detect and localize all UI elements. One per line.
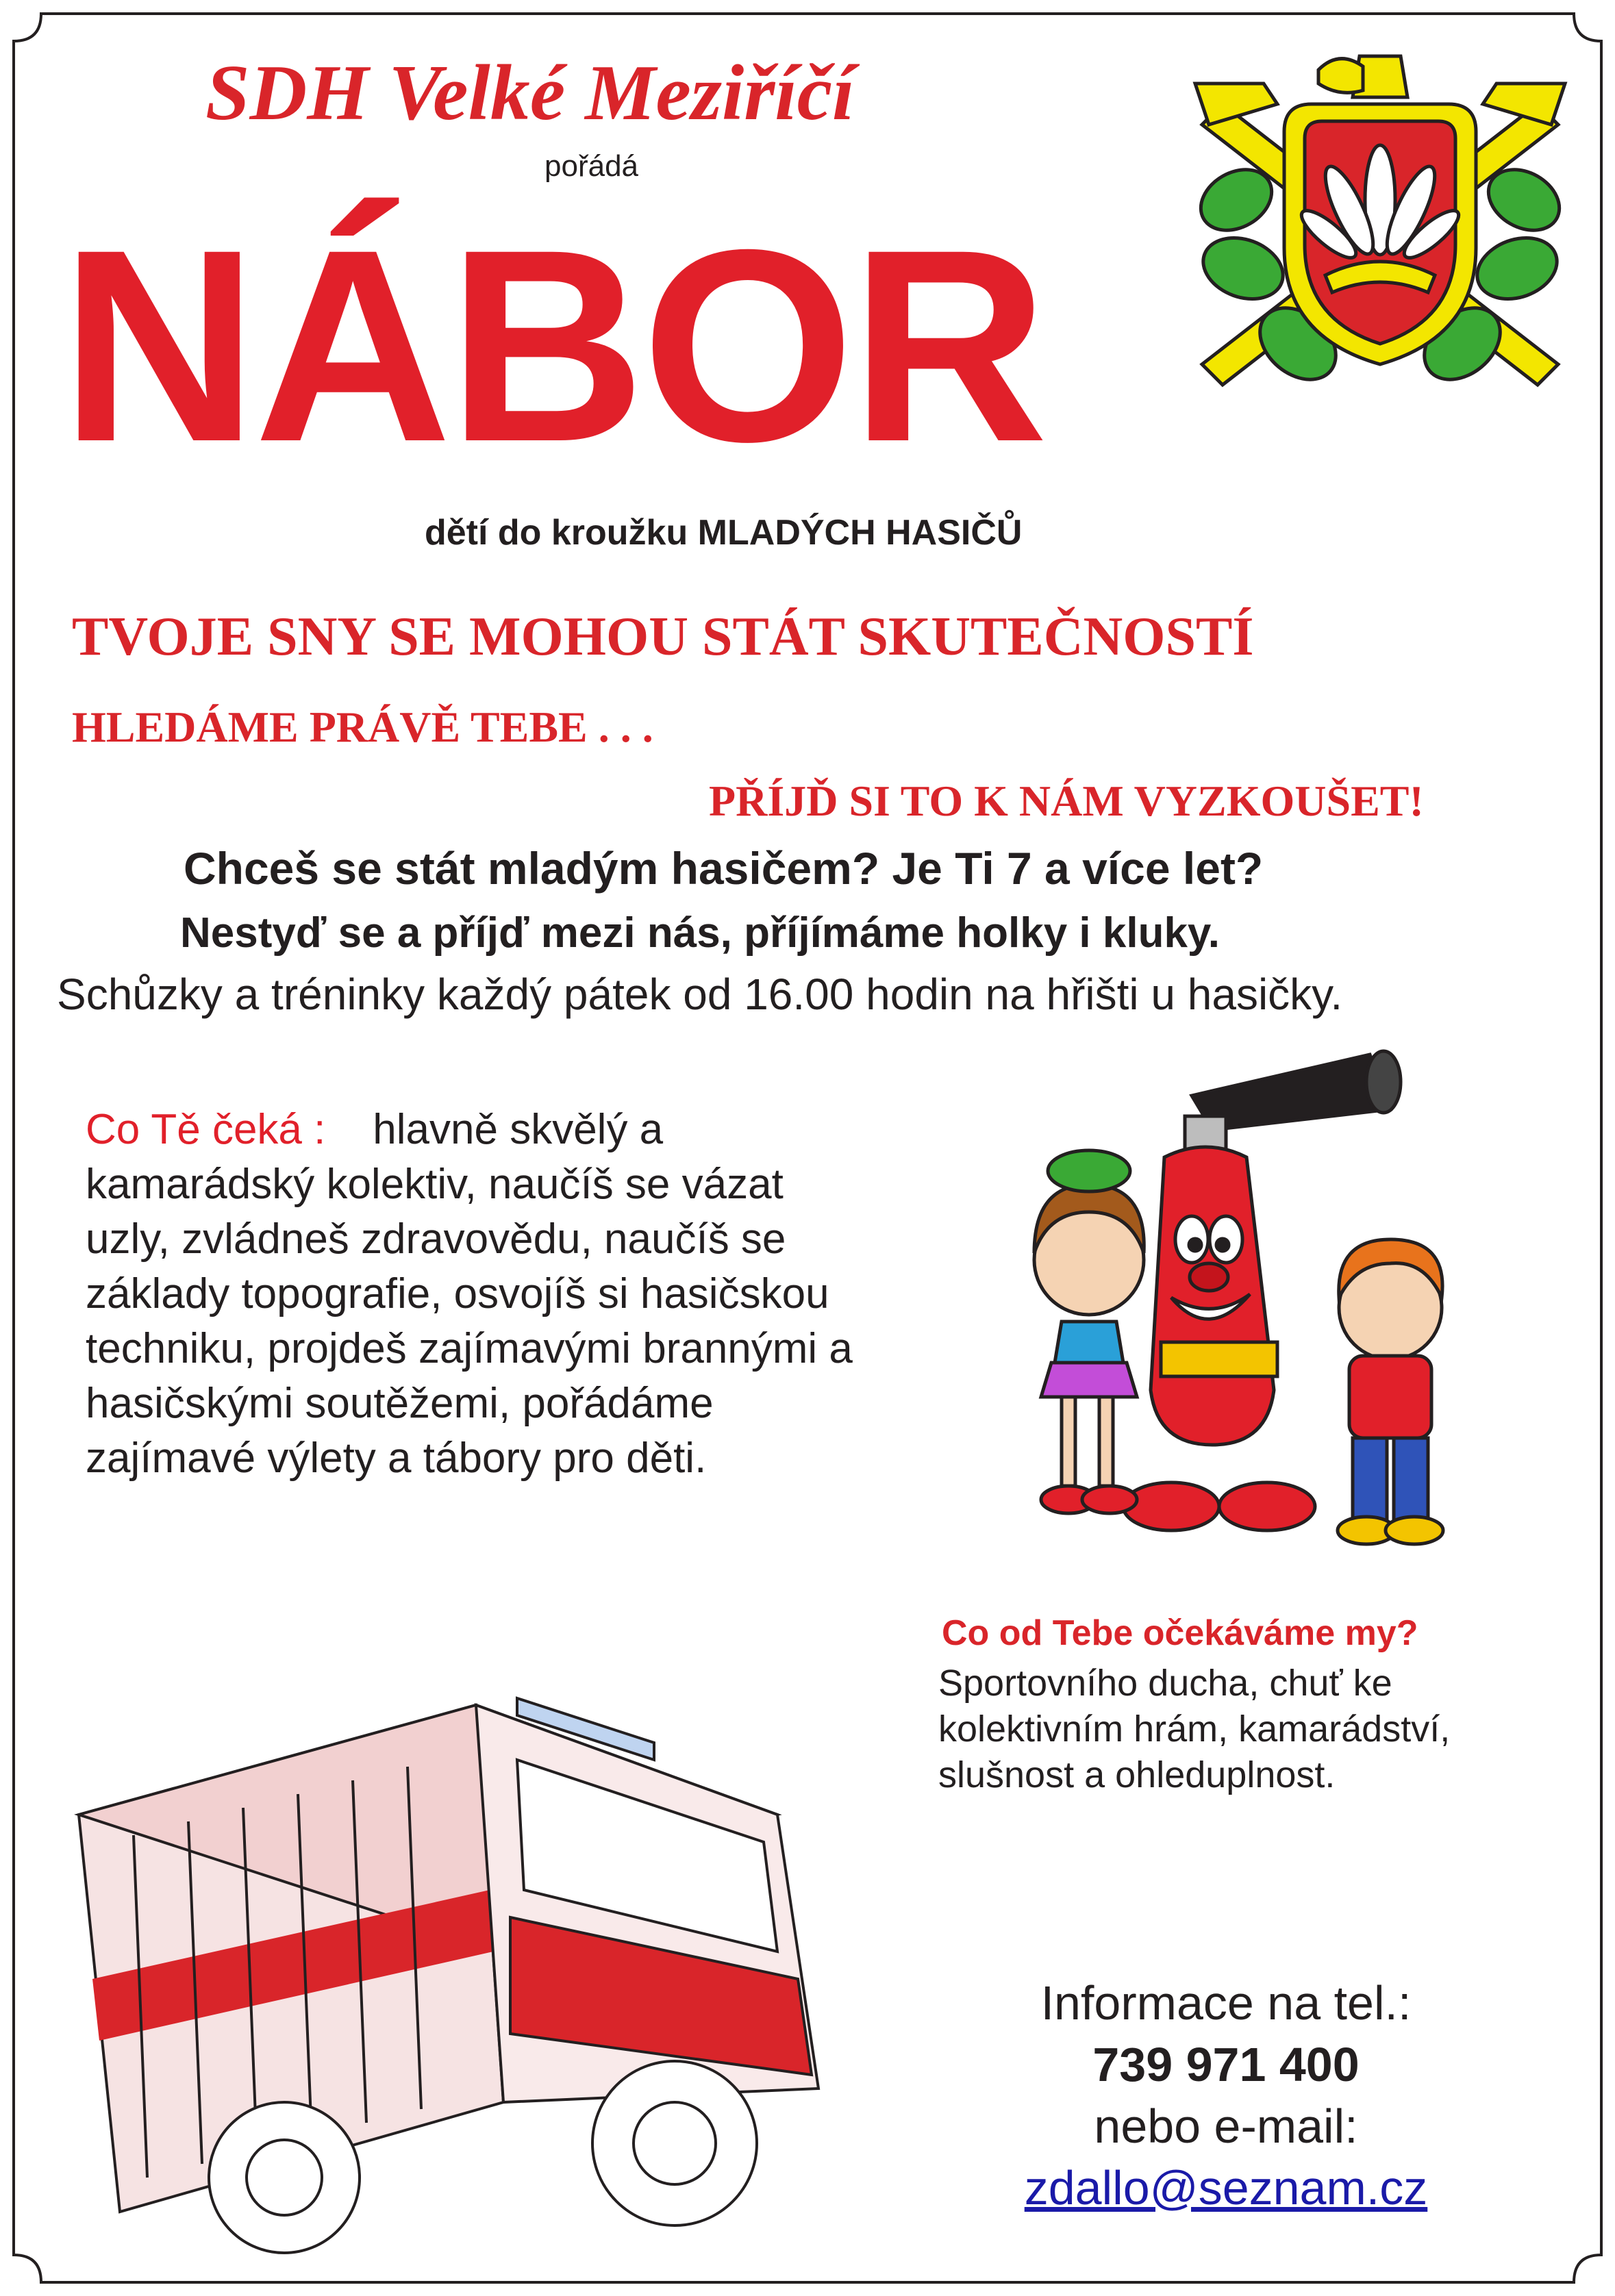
organizes-text: pořádá [544, 149, 639, 183]
expectations-heading: Co od Tebe očekáváme my? [942, 1613, 1418, 1653]
meeting-schedule: Schůzky a tréninky každý pátek od 16.00 hodin na hřišti u hasičky. [57, 970, 1343, 1019]
slogan-dreams: TVOJE SNY SE MOHOU STÁT SKUTEČNOSTÍ [72, 607, 1254, 667]
email-link[interactable]: zdallo@seznam.cz [1024, 2161, 1428, 2215]
what-awaits-paragraph [86, 1102, 866, 1486]
intro-question: Chceš se stát mladým hasičem? Je Ti 7 a více let? [184, 843, 1264, 894]
extinguisher-mascot-illustration [986, 1034, 1493, 1582]
contact-info-label: Informace na tel.: [1040, 1976, 1412, 2030]
organization-name: SDH Velké Meziříčí [205, 49, 855, 137]
email-label: nebo e-mail: [1094, 2099, 1358, 2153]
slogan-come-try: PŘÍJĎ SI TO K NÁM VYZKOUŠET! [709, 777, 1424, 825]
phone-number: 739 971 400 [1092, 2038, 1360, 2091]
coat-of-arms-icon [1181, 42, 1579, 412]
poster-title: NÁBOR [60, 192, 1044, 499]
contact-block [945, 1972, 1507, 2219]
expectations-text: Sportovního ducha, chuť ke kolektivním hrám, kamarádství, slušnost a ohleduplnost. [938, 1663, 1451, 1795]
subtitle: dětí do kroužku MLADÝCH HASIČŮ [425, 513, 1023, 553]
what-awaits-text: hlavně skvělý a kamarádský kolektiv, naučíš se vázat uzly, zvládneš zdravovědu, naučíš se základy topografie, osvojíš si hasičskou techniku, projdeš zajímavými brannými a hasičskými soutěžemi, pořádáme zajímavé výlety a tábory pro děti. [86, 1106, 853, 1482]
intro-invitation: Nestyď se a příjď mezi nás, příjímáme holky i kluky. [180, 909, 1220, 957]
slogan-looking-for-you: HLEDÁME PRÁVĚ TEBE . . . [72, 703, 653, 751]
fire-truck-illustration [38, 1595, 935, 2273]
what-awaits-label: Co Tě čeká : [86, 1106, 326, 1153]
